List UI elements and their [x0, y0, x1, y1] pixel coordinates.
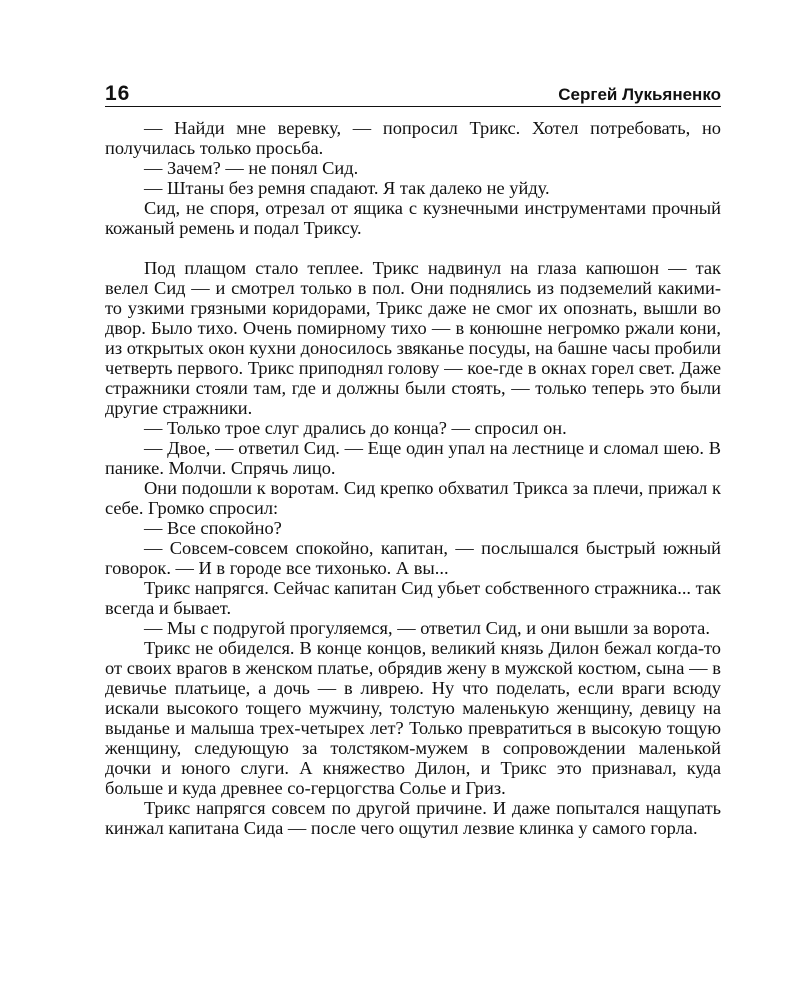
paragraph: — Мы с подругой прогуляемся, — ответил Сид, и они вышли за ворота.	[144, 618, 710, 638]
paragraph: Сид, не споря, отрезал от ящика с кузнечными инструментами прочный кожаный ремень и подал Триксу.	[105, 198, 721, 238]
paragraph: Трикс напрягся совсем по другой причине. И даже попытался нащупать кинжал капитана Сида — после чего ощутил лезвие клинка у самого горла.	[105, 798, 721, 838]
paragraph: — Двое, — ответил Сид. — Еще один упал на лестнице и сломал шею. В панике. Молчи. Спрячь лицо.	[105, 438, 721, 478]
author-name: Сергей Лукьяненко	[558, 85, 721, 104]
running-head	[105, 80, 721, 107]
book-page	[105, 80, 721, 838]
paragraph: — Совсем-совсем спокойно, капитан, — послышался быстрый южный говорок. — И в городе все тихонько. А вы...	[105, 538, 721, 578]
paragraph: Они подошли к воротам. Сид крепко обхватил Трикса за плечи, прижал к себе. Громко спросил:	[105, 478, 721, 518]
paragraph: Трикс напрягся. Сейчас капитан Сид убьет собственного стражника... так всегда и бывает.	[105, 578, 721, 618]
paragraph: — Штаны без ремня спадают. Я так далеко не уйду.	[144, 178, 550, 198]
paragraph: — Все спокойно?	[144, 518, 282, 538]
paragraph: — Только трое слуг дрались до конца? — спросил он.	[144, 418, 567, 438]
paragraph: — Зачем? — не понял Сид.	[144, 158, 359, 178]
paragraph: Трикс не обиделся. В конце концов, великий князь Дилон бежал когда-то от своих врагов в женском платье, обрядив жену в мужской костюм, сына — в девичье платьице, а дочь — в ливрею. Ну что поделать, если враги всюду искали высокого тощего мужчину, толстую маленькую женщину, девицу на выданье и малыша трех-четырех лет? Только превратиться в высокую тощую женщину, следующую за толстяком-мужем в сопровождении маленькой дочки и юного слуги. А княжество Дилон, и Трикс это признавал, куда больше и куда древнее со-герцогства Солье и Гриз.	[105, 638, 721, 798]
paragraph: — Найди мне веревку, — попросил Трикс. Хотел потребовать, но получилась только просьба.	[105, 118, 721, 158]
body-text	[105, 118, 721, 838]
page-number: 16	[105, 82, 131, 105]
paragraph: Под плащом стало теплее. Трикс надвинул на глаза капюшон — так велел Сид — и смотрел только в пол. Они поднялись из подземелий какими-то узкими грязными коридорами, Трикс даже не смог их опознать, вышли во двор. Было тихо. Очень помирному тихо — в конюшне негромко ржали кони, из открытых окон кухни доносилось звяканье посуды, на башне часы пробили четверть первого. Трикс приподнял голову — кое-где в окнах горел свет. Даже стражники стояли там, где и должны были стоять, — только теперь это были другие стражники.	[105, 258, 721, 418]
